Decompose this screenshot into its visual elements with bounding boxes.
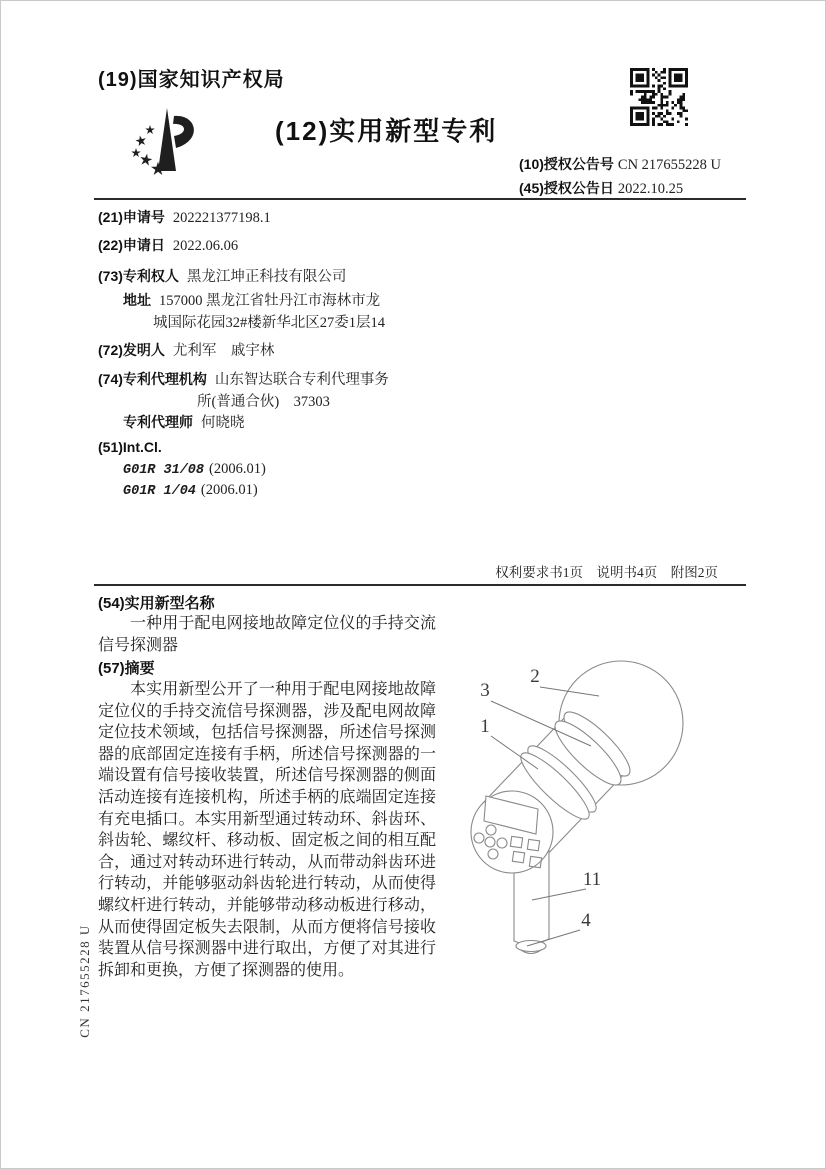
publication-number-value: CN 217655228 U — [617, 157, 722, 173]
intcl-entry-row — [123, 482, 258, 499]
publication-date-row — [519, 178, 683, 198]
utility-model-title: 一种用于配电网接地故障定位仪的手持交流信号探测器 — [98, 615, 436, 654]
intcl-label: (51)Int.Cl. — [98, 439, 162, 455]
patentee-label: (73)专利权人 — [98, 268, 179, 284]
intcl-code: G01R 31/08 — [123, 463, 205, 478]
pages-info: 权利要求书1页 说明书4页 附图2页 — [495, 565, 718, 580]
side-document-number: CN 217655228 U — [77, 924, 92, 1038]
agent-value: 何晓晓 — [201, 415, 245, 431]
section-divider — [94, 584, 746, 586]
agent-label: 专利代理师 — [123, 414, 193, 430]
header-divider — [94, 198, 746, 200]
agency-row-2 — [197, 390, 330, 411]
address-row — [123, 289, 380, 310]
publication-number-label: (10)授权公告号 — [519, 156, 614, 172]
inventors-row — [98, 339, 274, 360]
application-number-row — [98, 207, 271, 227]
figure-label-body: 1 — [480, 716, 490, 737]
abstract-section-label: (57)摘要 — [98, 660, 155, 677]
agent-row — [123, 411, 245, 432]
intcl-row — [98, 439, 170, 457]
inventors-label: (72)发明人 — [98, 342, 165, 358]
intcl-entry-row — [123, 461, 266, 478]
document-kind-title: (12)实用新型专利 — [275, 116, 498, 146]
figure-label-handle: 11 — [582, 869, 602, 890]
application-date-row — [98, 235, 238, 255]
figure-label-ring: 3 — [480, 680, 490, 701]
patentee-row — [98, 265, 346, 286]
publication-date-label: (45)授权公告日 — [519, 180, 614, 196]
publication-date-value: 2022.10.25 — [617, 181, 684, 197]
inventors-value: 尤利军 戚宇林 — [172, 343, 275, 359]
figure-label-disc: 2 — [530, 666, 540, 687]
address-line1: 157000 黑龙江省牡丹江市海林市龙 — [159, 293, 381, 309]
qr-code-icon — [630, 68, 688, 126]
intcl-code: G01R 1/04 — [123, 484, 196, 499]
application-number-label: (21)申请号 — [98, 209, 165, 225]
abstract-text: 本实用新型公开了一种用于配电网接地故障定位仪的手持交流信号探测器，涉及配电网故障定位技术领域，包括信号探测器，所述信号探测器的底部固定连接有手柄，所述信号探测器的一端设置有信号接收装置，所述信号探测器的侧面活动连接有连接机构，所述手柄的底端固定连接有充电插口。本实用新型通过转动环、斜齿环、斜齿轮、螺纹杆、移动板、固定板之间的相互配合，通过对转动环进行转动，从而带动斜齿环进行转动，并能够驱动斜齿轮进行转动，从而使得螺纹杆进行转动，并能够带动移动板进行移动，从而使得固定板失去限制，从而方便将信号接收装置从信号探测器中进行取出，方便了对其进行拆卸和更换，方便了探测器的使用。 — [98, 681, 436, 979]
agency-label: (74)专利代理机构 — [98, 371, 207, 387]
figure-label-plug: 4 — [581, 910, 591, 931]
address-label: 地址 — [123, 292, 151, 308]
application-date-label: (22)申请日 — [98, 237, 165, 253]
publication-number-row — [519, 154, 721, 174]
address-row-2 — [153, 311, 385, 332]
agency-line2: 所(普通合伙) 37303 — [197, 394, 330, 410]
intcl-version: (2006.01) — [200, 482, 258, 498]
patentee-value: 黑龙江坤正科技有限公司 — [186, 269, 347, 285]
application-number-value: 202221377198.1 — [172, 210, 271, 226]
agency-row — [98, 368, 389, 389]
intcl-version: (2006.01) — [209, 461, 266, 477]
address-line2: 城国际花园32#楼新华北区27委1层14 — [153, 315, 385, 331]
application-date-value: 2022.06.06 — [172, 238, 239, 254]
cnipa-logo-icon — [129, 107, 209, 181]
patent-figure — [439, 619, 739, 1019]
agency-line1: 山东智达联合专利代理事务 — [214, 372, 389, 388]
title-section-label: (54)实用新型名称 — [98, 595, 215, 612]
patent-office-title: (19)国家知识产权局 — [98, 69, 285, 91]
